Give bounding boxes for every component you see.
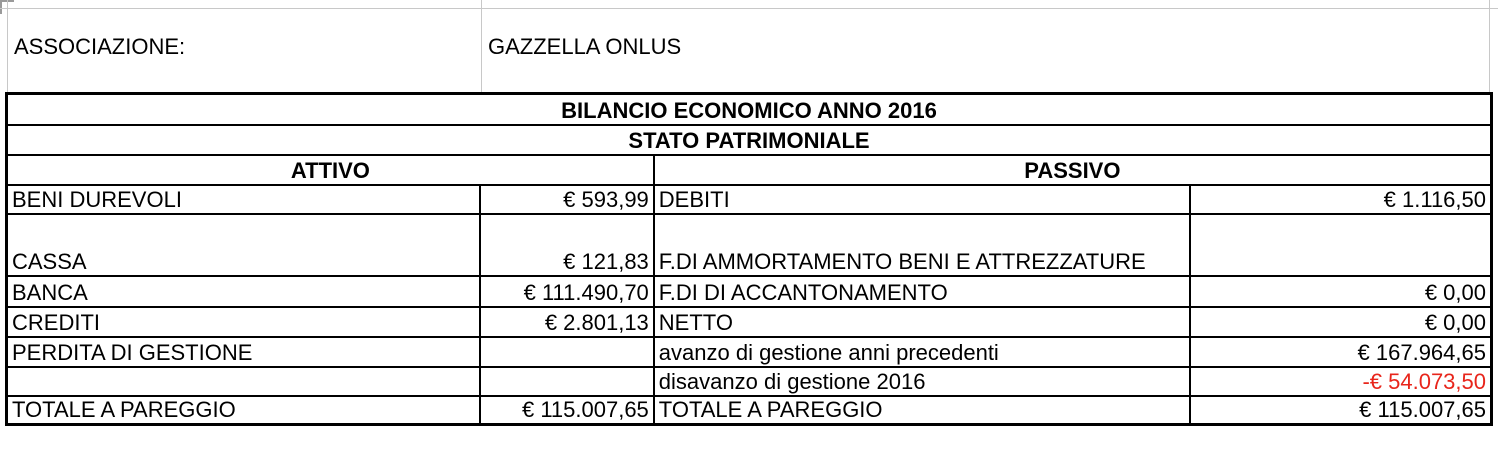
passivo-label[interactable]: avanzo di gestione anni precedenti: [654, 337, 1190, 367]
table-row: [7, 307, 1492, 337]
report-subtitle[interactable]: STATO PATRIMONIALE: [7, 125, 1492, 155]
association-name[interactable]: GAZZELLA ONLUS: [488, 34, 682, 59]
attivo-value[interactable]: [480, 367, 653, 396]
attivo-label[interactable]: CASSA: [7, 214, 481, 276]
passivo-total-value[interactable]: € 115.007,65: [1190, 396, 1492, 425]
attivo-value[interactable]: [480, 337, 653, 367]
gridline: [481, 0, 482, 95]
table-row: [7, 276, 1492, 307]
passivo-label[interactable]: F.DI AMMORTAMENTO BENI E ATTREZZATURE: [654, 214, 1190, 276]
attivo-value[interactable]: € 593,99: [480, 185, 653, 214]
table-row-total: [7, 396, 1492, 425]
passivo-label[interactable]: F.DI DI ACCANTONAMENTO: [654, 276, 1190, 307]
attivo-total-value[interactable]: € 115.007,65: [480, 396, 653, 425]
table-row: [7, 185, 1492, 214]
passivo-value-negative[interactable]: -€ 54.073,50: [1190, 367, 1492, 396]
passivo-value[interactable]: € 0,00: [1190, 307, 1492, 337]
attivo-value[interactable]: € 121,83: [480, 214, 653, 276]
gridline: [0, 8, 1498, 9]
passivo-value[interactable]: [1190, 214, 1492, 276]
attivo-total-label[interactable]: TOTALE A PAREGGIO: [7, 396, 481, 425]
report-title[interactable]: BILANCIO ECONOMICO ANNO 2016: [7, 94, 1492, 125]
attivo-value[interactable]: € 111.490,70: [480, 276, 653, 307]
passivo-label[interactable]: NETTO: [654, 307, 1190, 337]
balance-sheet-table: [5, 92, 1493, 426]
passivo-total-label[interactable]: TOTALE A PAREGGIO: [654, 396, 1190, 425]
table-row: [7, 337, 1492, 367]
attivo-value[interactable]: € 2.801,13: [480, 307, 653, 337]
association-label[interactable]: ASSOCIAZIONE:: [14, 34, 186, 59]
attivo-label[interactable]: PERDITA DI GESTIONE: [7, 337, 481, 367]
column-header-passivo[interactable]: PASSIVO: [654, 155, 1492, 185]
passivo-value[interactable]: € 1.116,50: [1190, 185, 1492, 214]
passivo-label[interactable]: DEBITI: [654, 185, 1190, 214]
passivo-value[interactable]: € 167.964,65: [1190, 337, 1492, 367]
attivo-label[interactable]: [7, 367, 481, 396]
attivo-label[interactable]: BANCA: [7, 276, 481, 307]
gridline: [1489, 0, 1490, 95]
column-header-attivo[interactable]: ATTIVO: [7, 155, 654, 185]
table-row: [7, 367, 1492, 396]
gridline: [7, 0, 8, 95]
attivo-label[interactable]: CREDITI: [7, 307, 481, 337]
passivo-label[interactable]: disavanzo di gestione 2016: [654, 367, 1190, 396]
table-row: [7, 214, 1492, 276]
passivo-value[interactable]: € 0,00: [1190, 276, 1492, 307]
attivo-label[interactable]: BENI DUREVOLI: [7, 185, 481, 214]
